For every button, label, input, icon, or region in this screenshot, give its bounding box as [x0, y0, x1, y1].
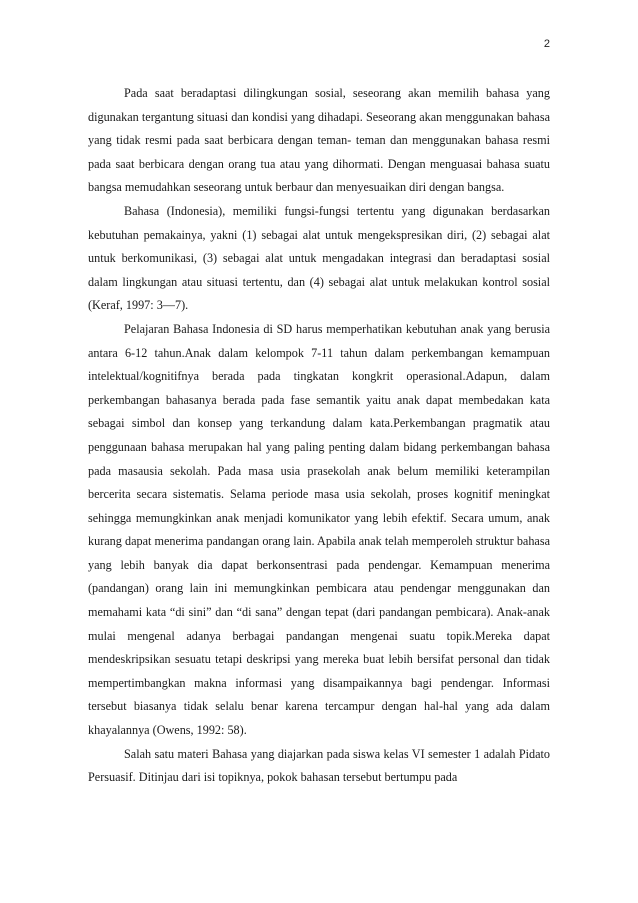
paragraph-language-adaptation: Pada saat beradaptasi dilingkungan sosial, seseorang akan memilih bahasa yang digunakan tergantung situasi dan kondisi yang dihadapi. Seseorang akan menggunakan bahasa yang tidak resmi pada saat berbicara dengan teman- teman dan menggunakan bahasa resmi pada saat berbicara dengan orang tua atau yang dihormati. Dengan menguasai bahasa suatu bangsa memudahkan seseorang untuk berbaur dan menyesuaikan diri dengan bangsa.: [88, 86, 550, 195]
page-number: 2: [543, 38, 550, 50]
document-body: [88, 82, 550, 790]
paragraph-language-functions: Bahasa (Indonesia), memiliki fungsi-fungsi tertentu yang digunakan berdasarkan kebutuhan pemakainya, yakni (1) sebagai alat untuk mengekspresikan diri, (2) sebagai alat untuk berkomunikasi, (3) sebagai alat untuk mengadakan integrasi dan beradaptasi sosial dalam lingkungan atau situasi tertentu, dan (4) sebagai alat untuk melakukan kontrol sosial (Keraf, 1997: 3—7).: [88, 203, 550, 313]
paragraph-elementary-language-learning: Pelajaran Bahasa Indonesia di SD harus memperhatikan kebutuhan anak yang berusia antara 6-12 tahun.Anak dalam kelompok 7-11 tahun dalam perkembangan kemampuan intelektual/kognitifnya berada pada tingkatan kongkrit operasional.Adapun, dalam perkembangan bahasanya berada pada fase semantik yaitu anak dapat membedakan kata sebagai simbol dan konsep yang terkandung dalam kata.Perkembangan pragmatik atau penggunaan bahasa merupakan hal yang paling penting dalam bidang perkembangan bahasa pada masausia sekolah. Pada masa usia prasekolah anak belum memiliki keterampilan bercerita secara sistematis. Selama periode masa usia sekolah, proses kognitif meningkat sehingga memungkinkan anak menjadi komunikator yang lebih efektif. Secara umum, anak kurang dapat menerima pandangan orang lain. Apabila anak telah memperoleh struktur bahasa yang lebih banyak dia dapat berkonsentrasi pada pendengar. Kemampuan menerima (pandangan) orang lain ini memungkinkan pembicara atau pendengar menggunakan dan memahami kata “di sini” dan “di sana” dengan tepat (dari pandangan pembicara). Anak-anak mulai mengenal adanya berbagai pandangan mengenai suatu topik.Mereka dapat mendeskripsikan sesuatu tetapi deskripsi yang mereka buat lebih bersifat personal dan tidak mempertimbangkan makna informasi yang disampaikannya bagi pendengar. Informasi tersebut biasanya tidak selalu benar karena tercampur dengan hal-hal yang ada dalam khayalannya (Owens, 1992: 58).: [88, 321, 550, 738]
paragraph-persuasive-speech: Salah satu materi Bahasa yang diajarkan pada siswa kelas VI semester 1 adalah Pidato Persuasif. Ditinjau dari isi topiknya, pokok bahasan tersebut bertumpu pada: [88, 746, 550, 785]
